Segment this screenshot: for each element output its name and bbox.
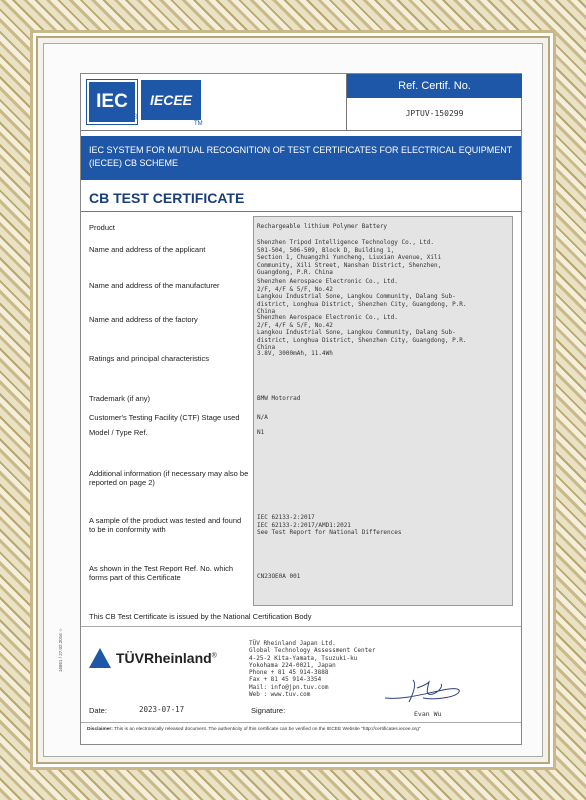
ref-number: JPTUV-150299	[405, 109, 464, 118]
issued-by-text: This CB Test Certificate is issued by the National Certification Body	[89, 612, 312, 621]
ncb-address: TÜV Rheinland Japan Ltd. Global Technology Assessment Center 4-25-2 Kita-Yamata, Tsuzuki-ku Yokohama 224-0021, Japan Phone + 81 45 914-3888 Fax + 81 45 914-3354 Mail: info@jpn.tuv.com Web : www.tuv.com	[249, 640, 376, 699]
disclaimer	[87, 727, 421, 732]
ratings-value: 3.8V, 3000mAh, 11.4Wh	[257, 350, 333, 357]
tuv-triangle-icon	[89, 648, 111, 668]
iec-logo: IEC	[87, 80, 137, 124]
tuv-registered-mark: ®	[211, 652, 217, 660]
date-value: 2023-07-17	[139, 705, 185, 714]
divider	[81, 626, 521, 627]
manufacturer-value: Shenzhen Aerospace Electronic Co., Ltd. 2/F, 4/F & 5/F, No.42 Langkou Industrial Sone, Langkou Community, Dalang Sub- district, Longhua District, Shenzhen City, Guangdong, P.R. China	[257, 278, 467, 315]
product-label: Product	[89, 223, 115, 232]
tuv-logo	[89, 646, 234, 672]
model-label: Model / Type Ref.	[89, 428, 148, 437]
ref-certificate-box	[346, 74, 522, 130]
ctf-value: N/A	[257, 414, 268, 421]
factory-label: Name and address of the factory	[89, 315, 198, 324]
ratings-label: Ratings and principal characteristics	[89, 354, 210, 363]
tuv-logo-text: TÜVRheinland	[116, 650, 212, 666]
applicant-value: Shenzhen Tripod Intelligence Technology Co., Ltd. 501-504, 506-509, Block D, Building 1, Section 1, Chuangzhi Yuncheng, Liuxian Avenue, Xili Community, Xili Street, Nanshan District, Shenzhen, Guangdong, P.R. China	[257, 239, 442, 276]
ctf-label: Customer's Testing Facility (CTF) Stage used	[89, 413, 240, 422]
report-label: As shown in the Test Report Ref. No. which forms part of this Certificate	[89, 564, 234, 582]
manufacturer-label: Name and address of the manufacturer	[89, 281, 220, 290]
additional-label: Additional information (if necessary may also be reported on page 2)	[89, 469, 249, 487]
model-value: N1	[257, 429, 265, 436]
registered-mark: ®	[133, 114, 139, 121]
certificate-header	[81, 74, 521, 131]
disclaimer-text: This is an electronically released document. The authenticity of this certificate can be verified on the IECEE Website "http://certificates.iecee.org"	[112, 727, 421, 732]
signature-label: Signature:	[251, 706, 286, 715]
product-value: Rechargeable lithium Polymer Battery	[257, 223, 388, 230]
form-number: 16861 / 27.02.2016 ☆	[58, 627, 63, 672]
certificate-title: CB TEST CERTIFICATE	[89, 190, 245, 206]
applicant-label: Name and address of the applicant	[89, 245, 206, 254]
iecee-logo: IECEE	[141, 80, 201, 120]
ref-title: Ref. Certif. No.	[347, 74, 522, 98]
trademark-label: Trademark (if any)	[89, 394, 150, 403]
date-label: Date:	[89, 706, 107, 715]
divider	[81, 211, 521, 212]
scheme-band: IEC SYSTEM FOR MUTUAL RECOGNITION OF TEST CERTIFICATES FOR ELECTRICAL EQUIPMENT (IECEE) CB SCHEME	[81, 136, 521, 180]
report-value: CN23OE0A 001	[257, 573, 301, 580]
conformity-label: A sample of the product was tested and found to be in conformity with	[89, 516, 242, 534]
divider	[81, 722, 521, 723]
signer-name: Evan Wu	[414, 710, 442, 718]
trademark-value: BMW Motorrad	[257, 395, 301, 402]
certificate	[80, 73, 522, 745]
signature-image	[383, 676, 463, 706]
conformity-value: IEC 62133-2:2017 IEC 62133-2:2017/AMD1:2021 See Test Report for National Differences	[257, 514, 402, 536]
factory-value: Shenzhen Aerospace Electronic Co., Ltd. 2/F, 4/F & 5/F, No.42 Langkou Industrial Sone, Langkou Community, Dalang Sub- district, Longhua District, Shenzhen City, Guangdong, P.R. China	[257, 314, 467, 351]
trademark-mark: TM	[194, 121, 203, 127]
disclaimer-heading: Disclaimer:	[87, 727, 113, 732]
